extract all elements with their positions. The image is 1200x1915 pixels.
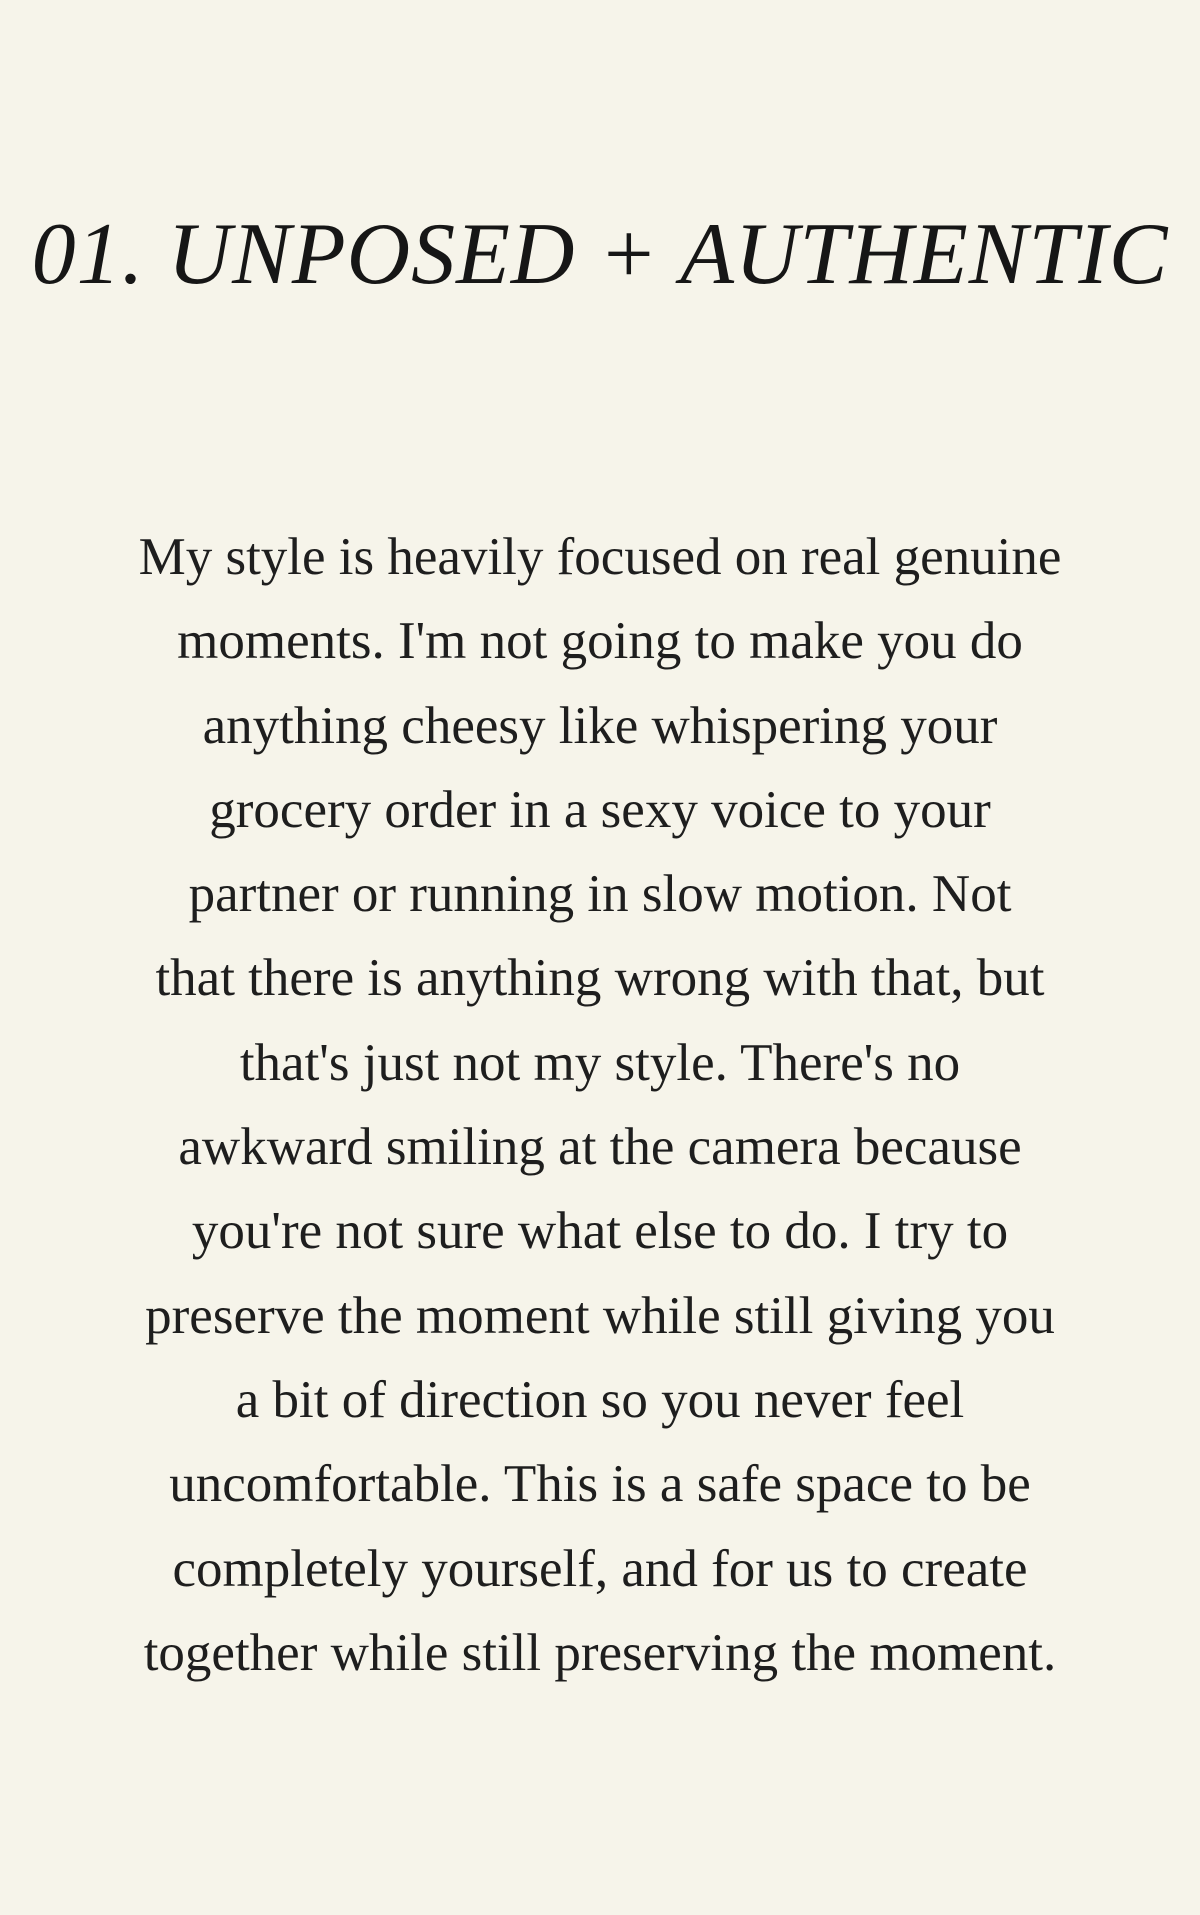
body-line: partner or running in slow motion. Not xyxy=(188,865,1012,924)
body-line: My style is heavily focused on real genuine xyxy=(138,528,1062,586)
body-line: you're not sure what else to do. I try to xyxy=(191,1202,1009,1261)
body-line: a bit of direction so you never feel xyxy=(235,1370,965,1429)
section-heading: 01. UNPOSED + AUTHENTIC xyxy=(31,206,1169,303)
body-line: that's just not my style. There's no xyxy=(239,1033,961,1092)
body-line: awkward smiling at the camera because xyxy=(178,1118,1022,1177)
body-line: grocery order in a sexy voice to your xyxy=(209,780,991,839)
body-line: anything cheesy like whispering your xyxy=(202,696,998,755)
body-line: that there is anything wrong with that, but xyxy=(155,949,1045,1008)
body-line: completely yourself, and for us to create xyxy=(172,1539,1028,1598)
body-line: moments. I'm not going to make you do xyxy=(177,612,1023,671)
section-body xyxy=(60,515,1140,1695)
body-line: together while still preserving the moment. xyxy=(143,1623,1057,1682)
body-line: preserve the moment while still giving you xyxy=(145,1286,1055,1345)
body-line: uncomfortable. This is a safe space to be xyxy=(169,1455,1031,1514)
